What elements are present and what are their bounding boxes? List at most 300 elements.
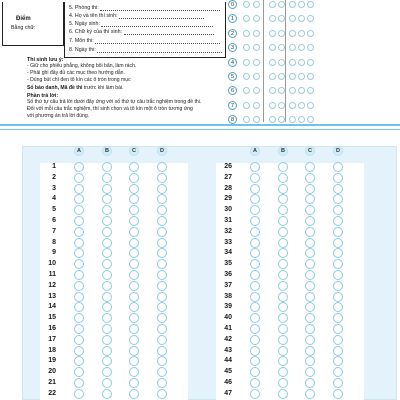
id-bubble[interactable] — [243, 102, 250, 109]
answer-bubble-b[interactable] — [278, 184, 288, 194]
question-number: 17 — [48, 335, 56, 343]
answer-bubble-a[interactable] — [74, 194, 84, 204]
answer-bubble-b[interactable] — [102, 205, 112, 215]
choice-header-c: C — [129, 146, 139, 156]
answer-bubble-d[interactable] — [333, 389, 343, 399]
id-bubble[interactable] — [243, 44, 250, 51]
answer-bubble-b[interactable] — [278, 270, 288, 280]
answer-bubble-b[interactable] — [278, 367, 288, 377]
answer-bubble-d[interactable] — [333, 292, 343, 302]
answer-bubble-a[interactable] — [74, 205, 84, 215]
answer-bubble-a[interactable] — [74, 173, 84, 183]
id-bubble[interactable] — [253, 116, 260, 123]
choice-header-a: A — [250, 146, 260, 156]
info-field-subject[interactable] — [69, 38, 220, 44]
answer-bubble-b[interactable] — [278, 324, 288, 334]
question-number: 40 — [224, 314, 232, 322]
question-number: 12 — [48, 281, 56, 289]
answer-bubble-b[interactable] — [278, 346, 288, 356]
answer-bubble-b[interactable] — [278, 292, 288, 302]
id-bubble[interactable] — [243, 116, 250, 123]
answer-bubble-c[interactable] — [129, 194, 139, 204]
id-bubble[interactable] — [253, 44, 260, 51]
answer-bubble-d[interactable] — [333, 259, 343, 269]
digit-label: 1 — [228, 14, 237, 23]
answer-bubble-d[interactable] — [333, 346, 343, 356]
id-bubble[interactable] — [307, 102, 314, 109]
id-bubble[interactable] — [278, 116, 285, 123]
question-number: 32 — [224, 227, 232, 235]
answer-bubble-b[interactable] — [278, 313, 288, 323]
question-number: 30 — [224, 206, 232, 214]
question-number: 22 — [48, 389, 56, 397]
answer-bubble-a[interactable] — [74, 227, 84, 237]
answer-bubble-a[interactable] — [74, 378, 84, 388]
answer-bubble-c[interactable] — [305, 335, 315, 345]
id-bubble[interactable] — [307, 87, 314, 94]
answer-bubble-c[interactable] — [129, 259, 139, 269]
answer-bubble-a[interactable] — [250, 281, 260, 291]
id-bubble[interactable] — [269, 87, 276, 94]
question-number: 27 — [224, 173, 232, 181]
question-number: 45 — [224, 368, 232, 376]
answer-bubble-c[interactable] — [129, 184, 139, 194]
answer-bubble-d[interactable] — [157, 302, 167, 312]
id-bubble[interactable] — [269, 59, 276, 66]
answer-bubble-d[interactable] — [157, 194, 167, 204]
answer-bubble-d[interactable] — [333, 367, 343, 377]
answer-bubble-d[interactable] — [333, 248, 343, 258]
question-number: 15 — [48, 314, 56, 322]
info-field-signature[interactable] — [69, 29, 214, 35]
answer-bubble-c[interactable] — [305, 259, 315, 269]
answer-bubble-d[interactable] — [157, 173, 167, 183]
answer-bubble-b[interactable] — [278, 259, 288, 269]
answer-bubble-c[interactable] — [305, 184, 315, 194]
answer-bubble-b[interactable] — [278, 216, 288, 226]
id-bubble[interactable] — [307, 1, 314, 8]
answer-bubble-d[interactable] — [333, 184, 343, 194]
question-number: 18 — [48, 346, 56, 354]
answer-bubble-b[interactable] — [278, 389, 288, 399]
score-words-label: Bằng chữ: — [11, 25, 36, 31]
id-bubble[interactable] — [289, 30, 296, 37]
id-bubble[interactable] — [243, 15, 250, 22]
question-number: 6 — [52, 217, 56, 224]
answer-bubble-d[interactable] — [157, 281, 167, 291]
answer-bubble-d[interactable] — [157, 335, 167, 345]
answer-bubble-c[interactable] — [129, 281, 139, 291]
answer-bubble-a[interactable] — [250, 356, 260, 366]
answer-bubble-a[interactable] — [74, 216, 84, 226]
answer-bubble-b[interactable] — [102, 184, 112, 194]
answer-bubble-b[interactable] — [102, 270, 112, 280]
answer-bubble-a[interactable] — [250, 205, 260, 215]
answer-bubble-a[interactable] — [250, 259, 260, 269]
id-bubble[interactable] — [269, 15, 276, 22]
answer-bubble-b[interactable] — [102, 335, 112, 345]
answer-bubble-a[interactable] — [250, 335, 260, 345]
note-line: - Giữ cho phiếu phẳng, không bôi bẩn, làm rách. — [27, 63, 137, 69]
answer-bubble-d[interactable] — [157, 205, 167, 215]
answer-bubble-a[interactable] — [250, 292, 260, 302]
answer-bubble-d[interactable] — [157, 313, 167, 323]
answer-bubble-c[interactable] — [305, 227, 315, 237]
answer-bubble-b[interactable] — [278, 302, 288, 312]
answer-bubble-c[interactable] — [129, 205, 139, 215]
answer-bubble-a[interactable] — [74, 270, 84, 280]
candidate-info-box — [64, 2, 226, 58]
answer-bubble-a[interactable] — [250, 184, 260, 194]
question-number: 21 — [48, 379, 56, 386]
answer-bubble-a[interactable] — [250, 227, 260, 237]
answer-bubble-b[interactable] — [102, 367, 112, 377]
answer-bubble-a[interactable] — [250, 378, 260, 388]
answer-section-title: Phần trả lời: — [27, 92, 59, 99]
answer-bubble-a[interactable] — [250, 216, 260, 226]
id-bubble[interactable] — [278, 44, 285, 51]
question-number: 14 — [48, 303, 56, 311]
answer-note-line: Số thứ tự câu trả lời dưới đây ứng với số thứ tự câu trắc nghiệm trong đề thi. — [27, 98, 202, 105]
answer-note-line: với phương án trả lời đúng. — [27, 113, 90, 120]
id-bubble[interactable] — [307, 116, 314, 123]
answer-bubble-b[interactable] — [102, 162, 112, 172]
answer-bubble-a[interactable] — [250, 324, 260, 334]
answer-bubble-d[interactable] — [333, 281, 343, 291]
info-label: 8. Ngày thi: — [69, 47, 96, 53]
answer-bubble-a[interactable] — [250, 367, 260, 377]
answer-bubble-b[interactable] — [102, 248, 112, 258]
answer-bubble-a[interactable] — [250, 302, 260, 312]
answer-bubble-a[interactable] — [74, 313, 84, 323]
answer-bubble-c[interactable] — [129, 292, 139, 302]
id-bubble[interactable] — [289, 102, 296, 109]
answer-bubble-c[interactable] — [129, 302, 139, 312]
answer-bubble-c[interactable] — [129, 162, 139, 172]
id-bubble[interactable] — [269, 116, 276, 123]
answer-bubble-a[interactable] — [250, 162, 260, 172]
answer-bubble-c[interactable] — [129, 378, 139, 388]
id-bubble[interactable] — [278, 1, 285, 8]
answer-bubble-c[interactable] — [305, 346, 315, 356]
id-bubble[interactable] — [289, 73, 296, 80]
question-number: 37 — [224, 281, 232, 289]
answer-bubble-d[interactable] — [333, 162, 343, 172]
note-text: trước khi làm bài. — [82, 84, 124, 91]
info-field-birthdate[interactable] — [69, 21, 213, 27]
id-bubble[interactable] — [269, 1, 276, 8]
answer-bubble-a[interactable] — [250, 346, 260, 356]
answer-bubble-a[interactable] — [74, 238, 84, 248]
answer-bubble-b[interactable] — [102, 378, 112, 388]
question-number: 9 — [52, 249, 56, 257]
answer-bubble-d[interactable] — [333, 205, 343, 215]
answer-bubble-c[interactable] — [305, 270, 315, 280]
answer-bubble-b[interactable] — [278, 205, 288, 215]
question-number: 4 — [52, 195, 56, 203]
id-bubble[interactable] — [298, 102, 305, 109]
answer-bubble-a[interactable] — [74, 389, 84, 399]
answer-bubble-a[interactable] — [74, 324, 84, 334]
id-bubble[interactable] — [243, 73, 250, 80]
digit-label: 4 — [228, 58, 237, 67]
info-field-exam-date[interactable] — [69, 47, 222, 53]
answer-bubble-b[interactable] — [278, 227, 288, 237]
answer-bubble-d[interactable] — [157, 367, 167, 377]
answer-bubble-c[interactable] — [129, 335, 139, 345]
info-field-room[interactable] — [69, 5, 220, 11]
answer-bubble-d[interactable] — [157, 356, 167, 366]
answer-bubble-a[interactable] — [250, 238, 260, 248]
answer-bubble-b[interactable] — [278, 281, 288, 291]
answer-bubble-c[interactable] — [305, 205, 315, 215]
id-bubble[interactable] — [298, 30, 305, 37]
id-bubble[interactable] — [298, 1, 305, 8]
answer-bubble-c[interactable] — [305, 194, 315, 204]
answer-bubble-c[interactable] — [129, 248, 139, 258]
id-bubble[interactable] — [278, 73, 285, 80]
answer-bubble-b[interactable] — [278, 194, 288, 204]
id-bubble[interactable] — [253, 73, 260, 80]
id-bubble[interactable] — [278, 30, 285, 37]
answer-bubble-a[interactable] — [250, 313, 260, 323]
answer-bubble-c[interactable] — [305, 216, 315, 226]
id-bubble[interactable] — [253, 15, 260, 22]
fill-line — [119, 14, 204, 19]
answer-bubble-d[interactable] — [333, 324, 343, 334]
answer-bubble-d[interactable] — [333, 302, 343, 312]
question-number: 28 — [224, 184, 232, 192]
fill-line — [100, 6, 220, 11]
answer-bubble-b[interactable] — [102, 216, 112, 226]
id-bubble[interactable] — [253, 102, 260, 109]
answer-bubble-a[interactable] — [74, 248, 84, 258]
id-bubble[interactable] — [289, 44, 296, 51]
answer-bubble-d[interactable] — [157, 227, 167, 237]
answer-bubble-d[interactable] — [157, 184, 167, 194]
answer-bubble-c[interactable] — [129, 313, 139, 323]
id-bubble[interactable] — [289, 87, 296, 94]
id-bubble[interactable] — [307, 30, 314, 37]
answer-bubble-a[interactable] — [250, 173, 260, 183]
answer-bubble-b[interactable] — [102, 313, 112, 323]
answer-bubble-a[interactable] — [74, 346, 84, 356]
answer-bubble-c[interactable] — [129, 270, 139, 280]
question-number: 11 — [48, 271, 56, 278]
answer-bubble-c[interactable] — [305, 367, 315, 377]
answer-bubble-d[interactable] — [157, 346, 167, 356]
digit-label: 5 — [228, 72, 237, 81]
answer-bubble-c[interactable] — [305, 324, 315, 334]
score-box — [2, 2, 64, 46]
id-bubble[interactable] — [298, 44, 305, 51]
answer-column-right — [216, 148, 364, 400]
id-bubble[interactable] — [298, 73, 305, 80]
id-bubble[interactable] — [307, 44, 314, 51]
id-bubble[interactable] — [298, 116, 305, 123]
answer-bubble-b[interactable] — [102, 292, 112, 302]
id-bubble[interactable] — [278, 87, 285, 94]
id-bubble[interactable] — [269, 73, 276, 80]
answer-bubble-b[interactable] — [102, 238, 112, 248]
digit-label: 2 — [228, 29, 237, 38]
id-bubble[interactable] — [269, 44, 276, 51]
id-bubble[interactable] — [253, 87, 260, 94]
answer-bubble-c[interactable] — [305, 313, 315, 323]
answer-bubble-a[interactable] — [74, 335, 84, 345]
answer-bubble-c[interactable] — [129, 324, 139, 334]
answer-bubble-b[interactable] — [278, 162, 288, 172]
answer-bubble-b[interactable] — [102, 259, 112, 269]
question-number: 13 — [48, 292, 56, 300]
answer-bubble-d[interactable] — [157, 162, 167, 172]
answer-bubble-c[interactable] — [129, 227, 139, 237]
answer-bubble-b[interactable] — [102, 346, 112, 356]
info-label: 5. Phòng thi: — [69, 5, 99, 11]
answer-bubble-c[interactable] — [305, 173, 315, 183]
answer-bubble-b[interactable] — [102, 389, 112, 399]
answer-bubble-c[interactable] — [305, 378, 315, 388]
answer-bubble-a[interactable] — [74, 259, 84, 269]
answer-bubble-b[interactable] — [102, 281, 112, 291]
id-bubble[interactable] — [289, 59, 296, 66]
answer-bubble-a[interactable] — [74, 367, 84, 377]
answer-bubble-c[interactable] — [305, 248, 315, 258]
answer-bubble-b[interactable] — [102, 302, 112, 312]
notes-title: Thí sinh lưu ý: — [27, 57, 64, 63]
answer-bubble-d[interactable] — [157, 259, 167, 269]
id-bubble[interactable] — [289, 15, 296, 22]
answer-bubble-b[interactable] — [278, 238, 288, 248]
grid-separator — [285, 0, 286, 122]
answer-bubble-d[interactable] — [333, 173, 343, 183]
answer-bubble-d[interactable] — [333, 313, 343, 323]
answer-bubble-c[interactable] — [305, 389, 315, 399]
answer-bubble-c[interactable] — [129, 238, 139, 248]
question-number: 10 — [48, 260, 56, 268]
answer-bubble-c[interactable] — [305, 292, 315, 302]
answer-bubble-c[interactable] — [305, 238, 315, 248]
question-number: 46 — [224, 379, 232, 386]
answer-bubble-d[interactable] — [333, 356, 343, 366]
fill-line — [124, 30, 214, 35]
id-bubble[interactable] — [278, 15, 285, 22]
answer-bubble-c[interactable] — [305, 302, 315, 312]
id-bubble[interactable] — [269, 102, 276, 109]
answer-bubble-d[interactable] — [333, 335, 343, 345]
id-bubble[interactable] — [243, 87, 250, 94]
answer-bubble-d[interactable] — [333, 216, 343, 226]
answer-bubble-c[interactable] — [129, 367, 139, 377]
choice-header-c: C — [305, 146, 315, 156]
answer-bubble-a[interactable] — [250, 389, 260, 399]
note-bold-text: Số báo danh, Mã đề thi — [27, 84, 83, 91]
id-bubble[interactable] — [298, 59, 305, 66]
id-bubble[interactable] — [307, 15, 314, 22]
id-bubble[interactable] — [289, 116, 296, 123]
id-bubble[interactable] — [278, 102, 285, 109]
answer-bubble-d[interactable] — [157, 324, 167, 334]
answer-bubble-b[interactable] — [278, 356, 288, 366]
answer-bubble-b[interactable] — [102, 194, 112, 204]
answer-bubble-b[interactable] — [278, 248, 288, 258]
answer-bubble-c[interactable] — [305, 356, 315, 366]
answer-bubble-c[interactable] — [305, 281, 315, 291]
answer-bubble-a[interactable] — [74, 292, 84, 302]
id-bubble[interactable] — [289, 1, 296, 8]
digit-label: 0 — [228, 0, 237, 9]
info-label: 7. Môn thi: — [69, 38, 94, 44]
digit-label: 3 — [228, 43, 237, 52]
id-bubble[interactable] — [298, 15, 305, 22]
id-bubble[interactable] — [307, 73, 314, 80]
question-number: 2 — [52, 173, 56, 181]
id-bubble[interactable] — [243, 30, 250, 37]
answer-bubble-c[interactable] — [129, 216, 139, 226]
id-bubble[interactable] — [278, 59, 285, 66]
answer-bubble-d[interactable] — [157, 216, 167, 226]
answer-bubble-a[interactable] — [74, 281, 84, 291]
answer-bubble-c[interactable] — [129, 356, 139, 366]
answer-bubble-b[interactable] — [278, 335, 288, 345]
answer-bubble-d[interactable] — [333, 227, 343, 237]
answer-bubble-a[interactable] — [250, 194, 260, 204]
answer-bubble-d[interactable] — [157, 238, 167, 248]
question-number: 47 — [224, 389, 232, 397]
info-field-name[interactable] — [69, 13, 204, 19]
id-bubble[interactable] — [269, 30, 276, 37]
answer-bubble-c[interactable] — [129, 173, 139, 183]
answer-bubble-a[interactable] — [250, 248, 260, 258]
answer-bubble-a[interactable] — [74, 302, 84, 312]
answer-bubble-b[interactable] — [278, 173, 288, 183]
answer-bubble-d[interactable] — [157, 292, 167, 302]
answer-bubble-b[interactable] — [102, 173, 112, 183]
question-number: 26 — [224, 163, 232, 170]
question-number: 19 — [48, 357, 56, 365]
answer-bubble-c[interactable] — [129, 346, 139, 356]
answer-bubble-d[interactable] — [333, 378, 343, 388]
digit-label: 8 — [228, 115, 237, 124]
answer-bubble-d[interactable] — [333, 270, 343, 280]
answer-bubble-d[interactable] — [157, 270, 167, 280]
id-bubble[interactable] — [298, 87, 305, 94]
answer-bubble-a[interactable] — [74, 356, 84, 366]
question-number: 39 — [224, 303, 232, 311]
answer-bubble-a[interactable] — [250, 270, 260, 280]
answer-bubble-d[interactable] — [157, 248, 167, 258]
answer-bubble-d[interactable] — [333, 238, 343, 248]
id-bubble[interactable] — [253, 30, 260, 37]
answer-bubble-d[interactable] — [157, 378, 167, 388]
id-bubble[interactable] — [307, 59, 314, 66]
id-bubble[interactable] — [243, 1, 250, 8]
id-bubble[interactable] — [253, 59, 260, 66]
answer-bubble-b[interactable] — [278, 378, 288, 388]
answer-bubble-b[interactable] — [102, 324, 112, 334]
answer-bubble-c[interactable] — [305, 162, 315, 172]
id-bubble[interactable] — [243, 59, 250, 66]
answer-bubble-a[interactable] — [74, 184, 84, 194]
answer-bubble-d[interactable] — [333, 194, 343, 204]
question-number: 1 — [52, 163, 56, 170]
answer-bubble-b[interactable] — [102, 356, 112, 366]
answer-bubble-c[interactable] — [129, 389, 139, 399]
id-bubble[interactable] — [253, 1, 260, 8]
answer-bubble-a[interactable] — [74, 162, 84, 172]
answer-bubble-d[interactable] — [157, 389, 167, 399]
answer-bubble-b[interactable] — [102, 227, 112, 237]
